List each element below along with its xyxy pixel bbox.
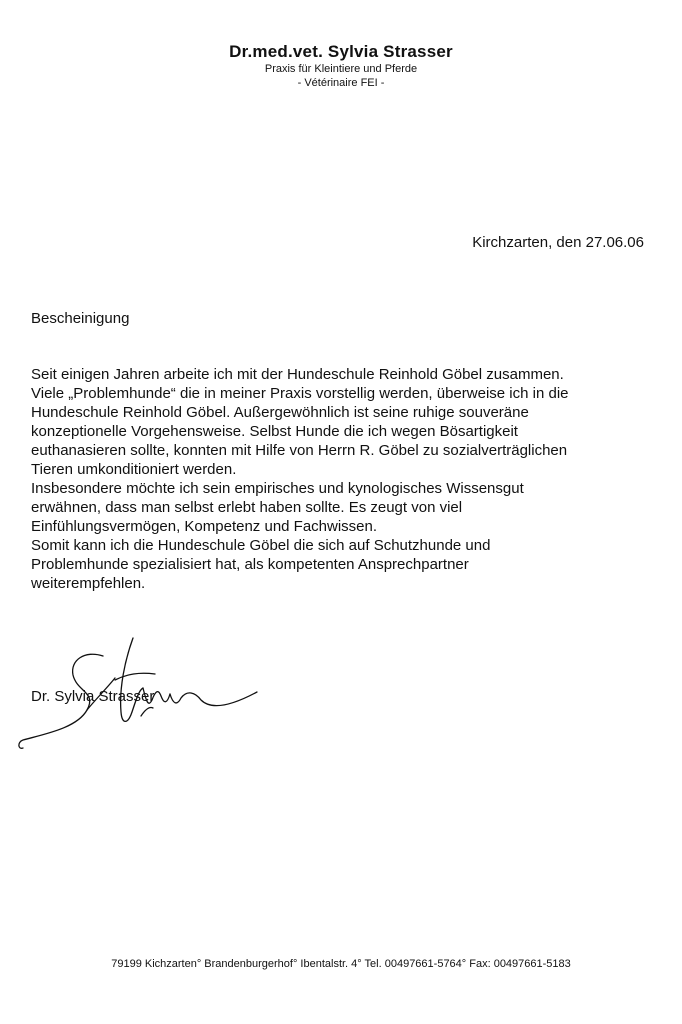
letterhead-name: Dr.med.vet. Sylvia Strasser [229, 42, 453, 61]
letter-date: Kirchzarten, den 27.06.06 [472, 234, 644, 251]
signature-area [15, 630, 275, 770]
body-line: Tieren umkonditioniert werden. [31, 461, 237, 478]
handwritten-signature [15, 630, 275, 770]
body-line: euthanasieren sollte, konnten mit Hilfe von Herrn R. Göbel zu sozialverträglichen [31, 442, 568, 459]
letter-subject: Bescheinigung [31, 310, 130, 327]
body-line: konzeptionelle Vorgehensweise. Selbst Hunde die ich wegen Bösartigkeit [31, 423, 518, 440]
letterhead [0, 42, 682, 90]
signature-name: Dr. Sylvia Strasser [31, 688, 155, 705]
body-line: Somit kann ich die Hundeschule Göbel die sich auf Schutzhunde und [31, 537, 491, 554]
body-line: erwähnen, dass man selbst erlebt haben sollte. Es zeugt von viel [31, 499, 463, 516]
body-line: weiterempfehlen. [31, 575, 146, 592]
letterhead-title: - Vétérinaire FEI - [297, 77, 385, 89]
body-line: Seit einigen Jahren arbeite ich mit der Hundeschule Reinhold Göbel zusammen. [31, 366, 564, 383]
body-line: Einfühlungsvermögen, Kompetenz und Fachwissen. [31, 518, 378, 535]
letter-body [31, 365, 656, 593]
body-line: Problemhunde spezialisiert hat, als kompetenten Ansprechpartner [31, 556, 469, 573]
letter-footer: 79199 Kichzarten° Brandenburgerhof° Ibentalstr. 4° Tel. 00497661-5764° Fax: 00497661-5183 [111, 958, 571, 970]
letterhead-practice: Praxis für Kleintiere und Pferde [264, 63, 418, 75]
body-line: Hundeschule Reinhold Göbel. Außergewöhnlich ist seine ruhige souveräne [31, 404, 529, 421]
body-line: Insbesondere möchte ich sein empirisches und kynologisches Wissensgut [31, 480, 524, 497]
body-line: Viele „Problemhunde“ die in meiner Praxis vorstellig werden, überweise ich in die [31, 385, 569, 402]
